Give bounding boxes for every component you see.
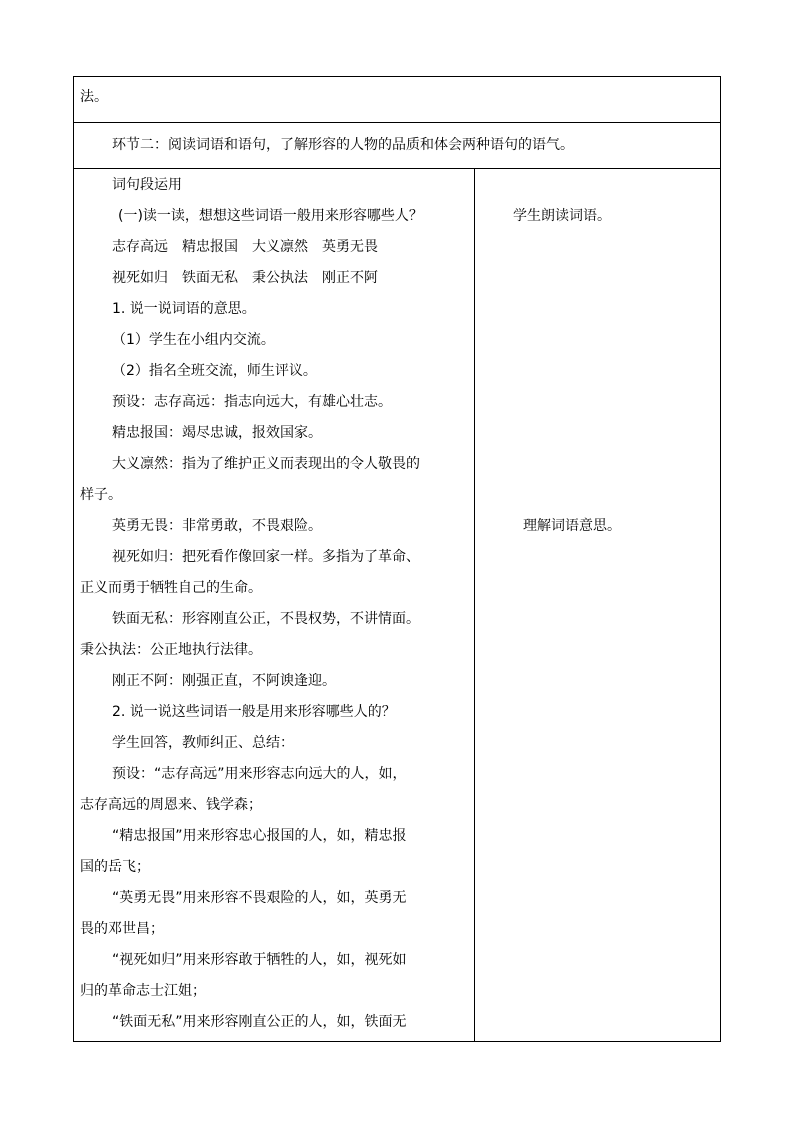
content-line: 预设：“志存高远”用来形容志向远大的人，如， xyxy=(112,766,407,782)
content-line: 志存高远 精忠报国 大义凛然 英勇无畏 xyxy=(112,239,378,255)
table-row xyxy=(74,123,720,169)
content-line: (一)读一读，想想这些词语一般用来形容哪些人？ xyxy=(118,208,423,224)
content-line: （1）学生在小组内交流。 xyxy=(112,332,275,348)
activity-note: 理解词语意思。 xyxy=(523,518,621,534)
content-line: 正义而勇于牺牲自己的生命。 xyxy=(80,580,262,596)
content-line: （2）指名全班交流，师生评议。 xyxy=(112,363,317,379)
table-row xyxy=(74,77,720,123)
row1-text: 法。 xyxy=(80,89,108,105)
content-line: 精忠报国：竭尽忠诚，报效国家。 xyxy=(112,425,322,441)
section-heading: 环节二：阅读词语和语句，了解形容的人物的品质和体会两种语句的语气。 xyxy=(112,137,574,153)
content-line: 秉公执法：公正地执行法律。 xyxy=(80,642,262,658)
student-activity-cell xyxy=(475,169,720,1041)
content-line: 视死如归 铁面无私 秉公执法 刚正不阿 xyxy=(112,270,378,286)
content-line: 学生回答，教师纠正、总结： xyxy=(112,735,294,751)
content-line: 英勇无畏：非常勇敢，不畏艰险。 xyxy=(112,518,322,534)
content-line: “视死如归”用来形容敢于牺牲的人，如，视死如 xyxy=(112,952,407,968)
content-line: “精忠报国”用来形容忠心报国的人，如，精忠报 xyxy=(112,828,407,844)
content-line: 刚正不阿：刚强正直，不阿谀逢迎。 xyxy=(112,673,336,689)
content-line: 视死如归：把死看作像回家一样。多指为了革命、 xyxy=(112,549,420,565)
content-line: “铁面无私”用来形容刚直公正的人，如，铁面无 xyxy=(112,1014,407,1030)
content-line: 1. 说一说词语的意思。 xyxy=(112,301,256,317)
content-line: 2. 说一说这些词语一般是用来形容哪些人的？ xyxy=(112,704,396,720)
content-line: 样子。 xyxy=(80,487,122,503)
lesson-table xyxy=(73,76,721,1042)
content-line: 志存高远的周恩来、钱学森； xyxy=(80,797,262,813)
content-line: 大义凛然：指为了维护正义而表现出的令人敬畏的 xyxy=(112,456,420,472)
content-line: 国的岳飞； xyxy=(80,859,150,875)
content-line: “英勇无畏”用来形容不畏艰险的人，如，英勇无 xyxy=(112,890,407,906)
activity-note: 学生朗读词语。 xyxy=(513,208,611,224)
content-line: 归的革命志士江姐； xyxy=(80,983,206,999)
teaching-content-cell xyxy=(74,169,475,1041)
content-line: 词句段运用 xyxy=(112,177,182,193)
content-line: 预设：志存高远：指志向远大，有雄心壮志。 xyxy=(112,394,392,410)
content-line: 畏的邓世昌； xyxy=(80,921,164,937)
content-line: 铁面无私：形容刚直公正，不畏权势，不讲情面。 xyxy=(112,611,420,627)
